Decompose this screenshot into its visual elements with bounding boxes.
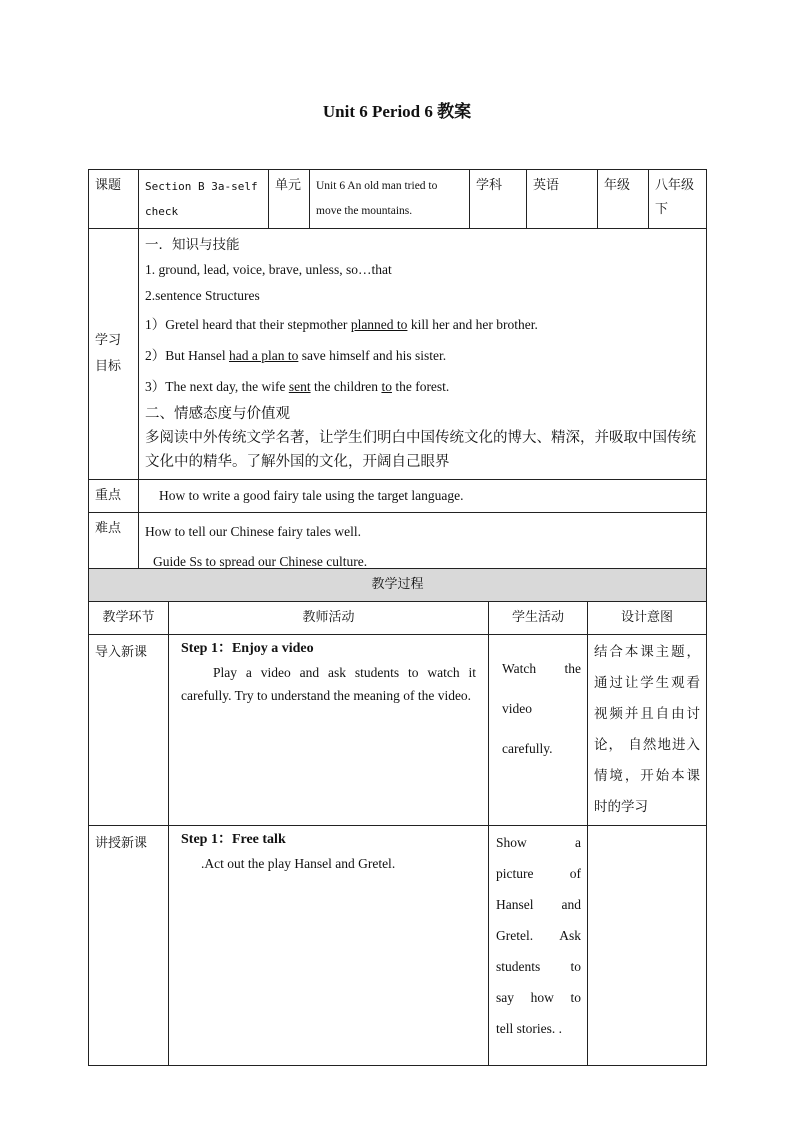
unit-label: 单元 bbox=[269, 170, 310, 229]
process-table bbox=[88, 568, 707, 1066]
difficult-point-label: 难点 bbox=[89, 513, 139, 582]
stage-cell: 导入新课 bbox=[89, 635, 169, 826]
topic-label: 课题 bbox=[89, 170, 139, 229]
table-row bbox=[89, 826, 707, 1066]
objectives-label: 学习目标 bbox=[89, 229, 139, 480]
student-line: Hansel and bbox=[496, 897, 581, 912]
student-line: Watch the bbox=[502, 661, 581, 676]
col-stage: 教学环节 bbox=[89, 602, 169, 635]
key-point-text: How to write a good fairy tale using the target language. bbox=[139, 480, 707, 513]
sentence-2: 2）But Hansel had a plan to save himself and his sister. bbox=[145, 348, 447, 363]
teacher-text: Play a video and ask students to watch it carefully. Try to understand the meaning of the video. bbox=[181, 665, 476, 703]
table-row bbox=[89, 635, 707, 826]
col-teacher: 教师活动 bbox=[169, 602, 489, 635]
process-heading: 教学过程 bbox=[89, 569, 707, 602]
student-line: Show a bbox=[496, 835, 581, 850]
difficult-point-line1: How to tell our Chinese fairy tales well. bbox=[145, 524, 361, 539]
col-student: 学生活动 bbox=[489, 602, 588, 635]
student-line: students to bbox=[496, 959, 581, 974]
step-title: Step 1：Enjoy a video bbox=[181, 641, 314, 656]
topic-value: Section B 3a-self check bbox=[139, 170, 269, 229]
vocab-line: 1. ground, lead, voice, brave, unless, so…that bbox=[145, 262, 392, 277]
sentence-1: 1）Gretel heard that their stepmother planned to kill her and her brother. bbox=[145, 317, 538, 332]
difficult-point-line2: Guide Ss to spread our Chinese culture. bbox=[153, 554, 368, 569]
student-line: say how to bbox=[496, 990, 581, 1005]
grade-value: 八年级下 bbox=[649, 170, 707, 229]
student-line: picture of bbox=[496, 866, 581, 881]
design-text: 结合本课主题，通过让学生观看视频并且自由讨论， 自然地进入情境，开始本课时的学习 bbox=[588, 635, 707, 826]
teacher-text: .Act out the play Hansel and Gretel. bbox=[201, 856, 396, 871]
section2-heading: 二、情感态度与价值观 bbox=[145, 406, 290, 422]
student-line: tell stories. . bbox=[496, 1021, 562, 1036]
info-table bbox=[88, 169, 707, 582]
col-design: 设计意图 bbox=[588, 602, 707, 635]
grade-label: 年级 bbox=[598, 170, 649, 229]
step-title: Step 1：Free talk bbox=[181, 832, 286, 847]
stage-cell: 讲授新课 bbox=[89, 826, 169, 1066]
sentence-3: 3）The next day, the wife sent the children to the forest. bbox=[145, 379, 450, 394]
student-line: video bbox=[502, 701, 532, 716]
student-line: Gretel. Ask bbox=[496, 928, 581, 943]
design-text bbox=[588, 826, 707, 1066]
structures-heading: 2.sentence Structures bbox=[145, 288, 260, 303]
section2-text: 多阅读中外传统文学名著，让学生们明白中国传统文化的博大、精深，并吸取中国传统文化中的精华。了解外国的文化，开阔自己眼界 bbox=[145, 430, 696, 470]
document-title: Unit 6 Period 6 教案 bbox=[322, 102, 472, 121]
key-point-label: 重点 bbox=[89, 480, 139, 513]
subject-value: 英语 bbox=[527, 170, 598, 229]
subject-label: 学科 bbox=[470, 170, 527, 229]
student-line: carefully. bbox=[502, 741, 553, 756]
section1-heading: 一．知识与技能 bbox=[145, 237, 240, 253]
unit-value: Unit 6 An old man tried to move the mountains. bbox=[310, 170, 470, 229]
